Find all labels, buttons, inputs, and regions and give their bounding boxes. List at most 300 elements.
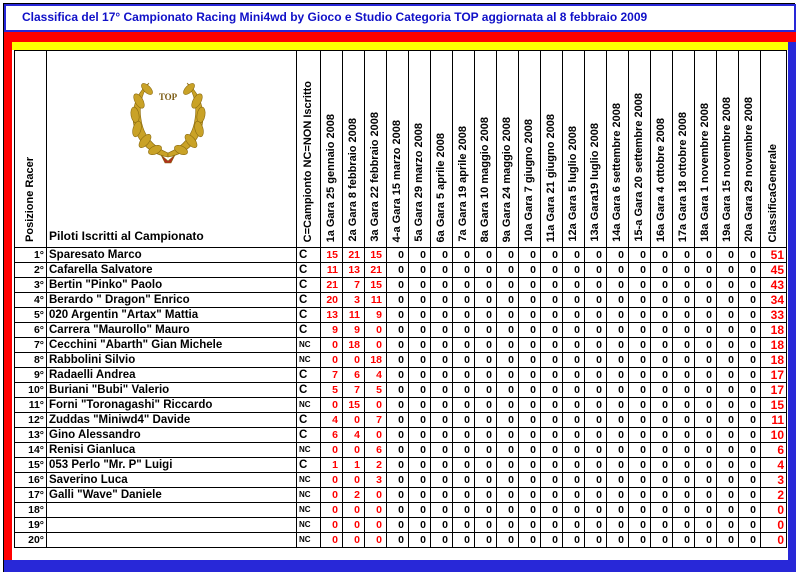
race-score-cell: 0 [585,488,607,503]
race-score-cell: 0 [651,473,673,488]
race-score-cell: 0 [431,473,453,488]
race-score-cell: 0 [739,458,761,473]
race-score-cell: 0 [651,353,673,368]
race-score-cell: 0 [717,308,739,323]
race-score-cell: 0 [585,473,607,488]
race-score-cell: 0 [453,398,475,413]
race-score-cell: 0 [321,473,343,488]
race-score-cell: 0 [409,458,431,473]
race-score-cell: 0 [387,473,409,488]
race-score-cell: 0 [409,398,431,413]
race-score-cell: 0 [409,353,431,368]
race-score-cell: 0 [541,293,563,308]
race-score-cell: 0 [409,263,431,278]
race-score-cell: 0 [475,323,497,338]
race-score-cell: 0 [651,443,673,458]
race-score-cell: 0 [607,458,629,473]
race-score-cell: 0 [717,458,739,473]
position-cell: 16° [15,473,47,488]
yellow-stripe [12,42,788,50]
pilots-header-label: Piloti Iscritti al Campionato [49,229,204,243]
race-score-cell: 0 [607,473,629,488]
race-score-cell: 0 [453,503,475,518]
race-score-cell: 0 [475,248,497,263]
race-score-cell: 0 [695,308,717,323]
race-score-cell: 0 [651,533,673,548]
race-score-cell: 0 [695,263,717,278]
race-score-cell: 0 [563,488,585,503]
race-score-cell: 0 [673,338,695,353]
race-score-cell: 0 [519,263,541,278]
race-score-cell: 0 [321,353,343,368]
race-score-cell: 0 [387,248,409,263]
position-cell: 9° [15,368,47,383]
race-score-cell: 0 [563,263,585,278]
race-score-cell: 0 [651,248,673,263]
race-score-cell: 0 [453,458,475,473]
race-score-cell: 0 [409,473,431,488]
pilot-name-cell [47,503,297,518]
race-score-cell: 0 [739,398,761,413]
position-cell: 11° [15,398,47,413]
race-score-cell: 0 [673,263,695,278]
race-score-cell: 0 [563,533,585,548]
race-score-cell: 0 [475,518,497,533]
race-score-cell: 0 [585,518,607,533]
race-score-cell: 0 [563,428,585,443]
pilot-name-cell: Zuddas "Miniwd4" Davide [47,413,297,428]
race-score-cell: 0 [321,518,343,533]
total-score-cell: 3 [761,473,787,488]
race-score-cell: 0 [365,323,387,338]
table-row [15,338,787,353]
table-row [15,383,787,398]
race-score-cell: 0 [629,383,651,398]
pilot-name-cell: Cafarella Salvatore [47,263,297,278]
race-score-cell: 0 [629,398,651,413]
position-cell: 20° [15,533,47,548]
race-score-cell: 0 [717,533,739,548]
race-score-cell: 0 [607,353,629,368]
race-score-cell: 0 [717,398,739,413]
race-score-cell: 0 [541,368,563,383]
race-score-cell: 0 [431,503,453,518]
race-score-cell: 0 [739,338,761,353]
race-score-cell: 0 [431,458,453,473]
bottom-blue-border [4,560,796,572]
race-score-cell: 0 [431,308,453,323]
race-score-cell: 0 [519,323,541,338]
race-score-cell: 0 [541,458,563,473]
category-header: C=Campionto NC=NON Iscritto [297,51,321,248]
category-cell: NC [297,473,321,488]
logo-text: TOP [158,92,178,102]
race-header: 15-a Gara 20 settembre 2008 [629,51,651,248]
race-score-cell: 0 [475,458,497,473]
race-score-cell: 7 [343,383,365,398]
race-score-cell: 0 [585,323,607,338]
race-score-cell: 0 [453,518,475,533]
race-score-cell: 0 [673,323,695,338]
race-score-cell: 0 [717,518,739,533]
pilot-name-cell: Berardo " Dragon" Enrico [47,293,297,308]
race-score-cell: 0 [497,473,519,488]
race-score-cell: 0 [519,533,541,548]
table-row [15,323,787,338]
pilot-name-cell: Forni "Toronagashi" Riccardo [47,398,297,413]
race-score-cell: 0 [563,413,585,428]
race-score-cell: 0 [497,488,519,503]
total-score-cell: 4 [761,458,787,473]
position-cell: 7° [15,338,47,353]
race-score-cell: 11 [365,293,387,308]
race-score-cell: 0 [453,308,475,323]
race-score-cell: 0 [563,458,585,473]
race-score-cell: 0 [497,398,519,413]
race-score-cell: 0 [409,383,431,398]
total-score-cell: 2 [761,488,787,503]
race-score-cell: 0 [497,383,519,398]
race-score-cell: 0 [607,428,629,443]
race-score-cell: 0 [695,518,717,533]
race-score-cell: 0 [739,353,761,368]
race-score-cell: 0 [563,293,585,308]
race-score-cell: 0 [541,488,563,503]
race-score-cell: 0 [739,488,761,503]
total-score-cell: 51 [761,248,787,263]
total-score-cell: 6 [761,443,787,458]
race-score-cell: 0 [387,383,409,398]
race-score-cell: 0 [629,518,651,533]
pilot-name-cell [47,533,297,548]
race-score-cell: 0 [387,263,409,278]
race-score-cell: 9 [321,323,343,338]
race-score-cell: 0 [343,353,365,368]
race-score-cell: 0 [629,338,651,353]
race-score-cell: 0 [739,503,761,518]
race-score-cell: 6 [365,443,387,458]
race-score-cell: 0 [431,398,453,413]
race-score-cell: 0 [497,503,519,518]
pilot-name-cell: Bertin "Pinko" Paolo [47,278,297,293]
race-score-cell: 0 [541,308,563,323]
race-score-cell: 0 [651,518,673,533]
position-cell: 15° [15,458,47,473]
race-score-cell: 0 [629,263,651,278]
race-score-cell: 0 [651,488,673,503]
race-score-cell: 3 [343,293,365,308]
race-score-cell: 0 [629,278,651,293]
pilots-header [47,51,297,248]
race-score-cell: 0 [497,248,519,263]
race-score-cell: 0 [739,278,761,293]
race-score-cell: 4 [343,428,365,443]
race-score-cell: 15 [343,398,365,413]
red-stripe [4,32,796,42]
table-row [15,353,787,368]
position-cell: 2° [15,263,47,278]
race-score-cell: 0 [607,398,629,413]
race-score-cell: 0 [739,473,761,488]
race-score-cell: 0 [475,443,497,458]
pilot-name-cell: Rabbolini Silvio [47,353,297,368]
race-score-cell: 2 [343,488,365,503]
race-score-cell: 0 [497,263,519,278]
race-score-cell: 0 [695,488,717,503]
race-header: 1a Gara 25 gennaio 2008 [321,51,343,248]
race-score-cell: 0 [695,458,717,473]
category-cell: NC [297,533,321,548]
race-score-cell: 0 [607,338,629,353]
race-score-cell: 0 [585,428,607,443]
race-score-cell: 0 [717,368,739,383]
race-score-cell: 0 [673,428,695,443]
race-score-cell: 0 [541,518,563,533]
position-cell: 19° [15,518,47,533]
race-score-cell: 0 [739,428,761,443]
race-score-cell: 0 [585,383,607,398]
race-score-cell: 0 [629,353,651,368]
position-cell: 18° [15,503,47,518]
race-score-cell: 0 [387,278,409,293]
race-score-cell: 0 [717,488,739,503]
race-score-cell: 0 [519,293,541,308]
race-score-cell: 7 [343,278,365,293]
race-score-cell: 0 [695,368,717,383]
race-score-cell: 0 [739,308,761,323]
race-score-cell: 0 [475,338,497,353]
race-score-cell: 0 [343,533,365,548]
race-score-cell: 0 [673,308,695,323]
race-score-cell: 0 [541,398,563,413]
race-score-cell: 21 [321,278,343,293]
race-score-cell: 0 [475,473,497,488]
race-score-cell: 0 [629,473,651,488]
total-header: ClassificaGenerale [761,51,787,248]
race-score-cell: 0 [541,428,563,443]
race-score-cell: 0 [387,458,409,473]
race-score-cell: 0 [607,278,629,293]
race-score-cell: 0 [453,533,475,548]
page-title: Classifica del 17° Campionato Racing Mini4wd by Gioco e Studio Categoria TOP aggiornata al 8 febbraio 2009 [4,4,796,32]
race-header: 11a Gara 21 giugno 2008 [541,51,563,248]
race-score-cell: 0 [563,518,585,533]
race-score-cell: 0 [541,278,563,293]
race-score-cell: 0 [629,308,651,323]
race-score-cell: 0 [409,428,431,443]
race-score-cell: 0 [475,398,497,413]
race-score-cell: 21 [343,248,365,263]
race-score-cell: 0 [673,383,695,398]
race-score-cell: 0 [519,353,541,368]
race-score-cell: 0 [695,383,717,398]
race-score-cell: 0 [343,413,365,428]
race-score-cell: 0 [695,398,717,413]
table-row [15,518,787,533]
race-score-cell: 0 [453,413,475,428]
position-cell: 5° [15,308,47,323]
race-score-cell: 0 [387,428,409,443]
race-score-cell: 0 [519,488,541,503]
race-score-cell: 0 [673,248,695,263]
total-score-cell: 10 [761,428,787,443]
race-score-cell: 0 [519,368,541,383]
race-score-cell: 0 [607,488,629,503]
race-score-cell: 0 [475,368,497,383]
pilot-name-cell: Sparesato Marco [47,248,297,263]
race-score-cell: 0 [541,413,563,428]
race-score-cell: 0 [739,293,761,308]
race-score-cell: 0 [409,278,431,293]
pilot-name-cell: 020 Argentin "Artax" Mattia [47,308,297,323]
category-cell: C [297,458,321,473]
race-score-cell: 0 [651,293,673,308]
race-score-cell: 0 [585,338,607,353]
race-score-cell: 0 [673,503,695,518]
race-score-cell: 15 [365,248,387,263]
race-score-cell: 0 [431,338,453,353]
pilot-name-cell: Carrera "Maurollo" Mauro [47,323,297,338]
pilot-name-cell: Radaelli Andrea [47,368,297,383]
race-score-cell: 0 [629,323,651,338]
race-score-cell: 0 [475,278,497,293]
race-score-cell: 0 [541,443,563,458]
race-score-cell: 18 [343,338,365,353]
race-score-cell: 0 [563,443,585,458]
category-cell: NC [297,488,321,503]
total-score-cell: 43 [761,278,787,293]
race-score-cell: 0 [629,533,651,548]
race-header: 2a Gara 8 febbraio 2008 [343,51,365,248]
race-score-cell: 0 [629,428,651,443]
race-score-cell: 0 [563,323,585,338]
race-header: 18a Gara 1 novembre 2008 [695,51,717,248]
race-score-cell: 0 [739,533,761,548]
race-score-cell: 0 [607,518,629,533]
race-score-cell: 0 [585,263,607,278]
pilot-name-cell: Renisi Gianluca [47,443,297,458]
laurel-wreath-logo [125,73,211,165]
race-score-cell: 0 [453,443,475,458]
race-score-cell: 0 [453,323,475,338]
race-score-cell: 0 [497,338,519,353]
race-score-cell: 0 [585,293,607,308]
race-score-cell: 0 [563,368,585,383]
race-score-cell: 7 [321,368,343,383]
race-score-cell: 0 [519,503,541,518]
race-score-cell: 0 [585,248,607,263]
race-score-cell: 0 [739,413,761,428]
race-score-cell: 0 [519,383,541,398]
race-score-cell: 0 [409,503,431,518]
category-cell: C [297,368,321,383]
race-header: 4-a Gara 15 marzo 2008 [387,51,409,248]
header-row [15,51,787,248]
race-score-cell: 0 [431,443,453,458]
table-row [15,458,787,473]
race-score-cell: 0 [717,473,739,488]
race-score-cell: 0 [673,533,695,548]
race-score-cell: 0 [607,323,629,338]
race-score-cell: 0 [387,488,409,503]
pilot-name-cell: Saverino Luca [47,473,297,488]
race-score-cell: 0 [519,278,541,293]
race-score-cell: 0 [739,383,761,398]
race-score-cell: 0 [717,248,739,263]
race-header: 19a Gara 15 novembre 2008 [717,51,739,248]
table-row [15,293,787,308]
table-row [15,308,787,323]
race-score-cell: 0 [409,443,431,458]
race-score-cell: 0 [673,398,695,413]
race-score-cell: 0 [431,293,453,308]
race-score-cell: 0 [475,293,497,308]
position-cell: 12° [15,413,47,428]
race-score-cell: 0 [475,383,497,398]
race-score-cell: 0 [453,278,475,293]
total-score-cell: 18 [761,338,787,353]
category-cell: NC [297,338,321,353]
race-score-cell: 20 [321,293,343,308]
race-score-cell: 0 [607,263,629,278]
race-score-cell: 0 [651,413,673,428]
race-score-cell: 0 [629,503,651,518]
race-score-cell: 0 [387,368,409,383]
race-score-cell: 0 [475,488,497,503]
race-score-cell: 0 [717,338,739,353]
race-score-cell: 15 [321,248,343,263]
total-score-cell: 11 [761,413,787,428]
race-score-cell: 0 [585,398,607,413]
race-score-cell: 0 [343,443,365,458]
race-score-cell: 0 [497,323,519,338]
race-score-cell: 0 [739,263,761,278]
race-score-cell: 0 [541,323,563,338]
position-cell: 17° [15,488,47,503]
total-score-cell: 33 [761,308,787,323]
category-cell: NC [297,518,321,533]
position-cell: 4° [15,293,47,308]
race-score-cell: 0 [519,443,541,458]
category-cell: C [297,263,321,278]
race-score-cell: 0 [541,473,563,488]
category-cell: NC [297,443,321,458]
race-score-cell: 0 [541,533,563,548]
pilot-name-cell: 053 Perlo "Mr. P" Luigi [47,458,297,473]
race-score-cell: 0 [563,353,585,368]
table-row [15,413,787,428]
race-score-cell: 0 [453,263,475,278]
category-cell: C [297,308,321,323]
race-score-cell: 0 [607,383,629,398]
race-score-cell: 4 [321,413,343,428]
race-score-cell: 0 [673,293,695,308]
race-score-cell: 0 [453,338,475,353]
race-score-cell: 5 [365,383,387,398]
race-score-cell: 0 [695,413,717,428]
race-score-cell: 0 [409,338,431,353]
race-header: 7a Gara 19 aprile 2008 [453,51,475,248]
race-score-cell: 0 [387,413,409,428]
race-score-cell: 0 [717,383,739,398]
race-score-cell: 0 [541,503,563,518]
race-header: 16a Gara 4 ottobre 2008 [651,51,673,248]
race-score-cell: 13 [343,263,365,278]
race-score-cell: 0 [607,368,629,383]
race-score-cell: 0 [673,488,695,503]
position-cell: 3° [15,278,47,293]
race-score-cell: 0 [563,503,585,518]
